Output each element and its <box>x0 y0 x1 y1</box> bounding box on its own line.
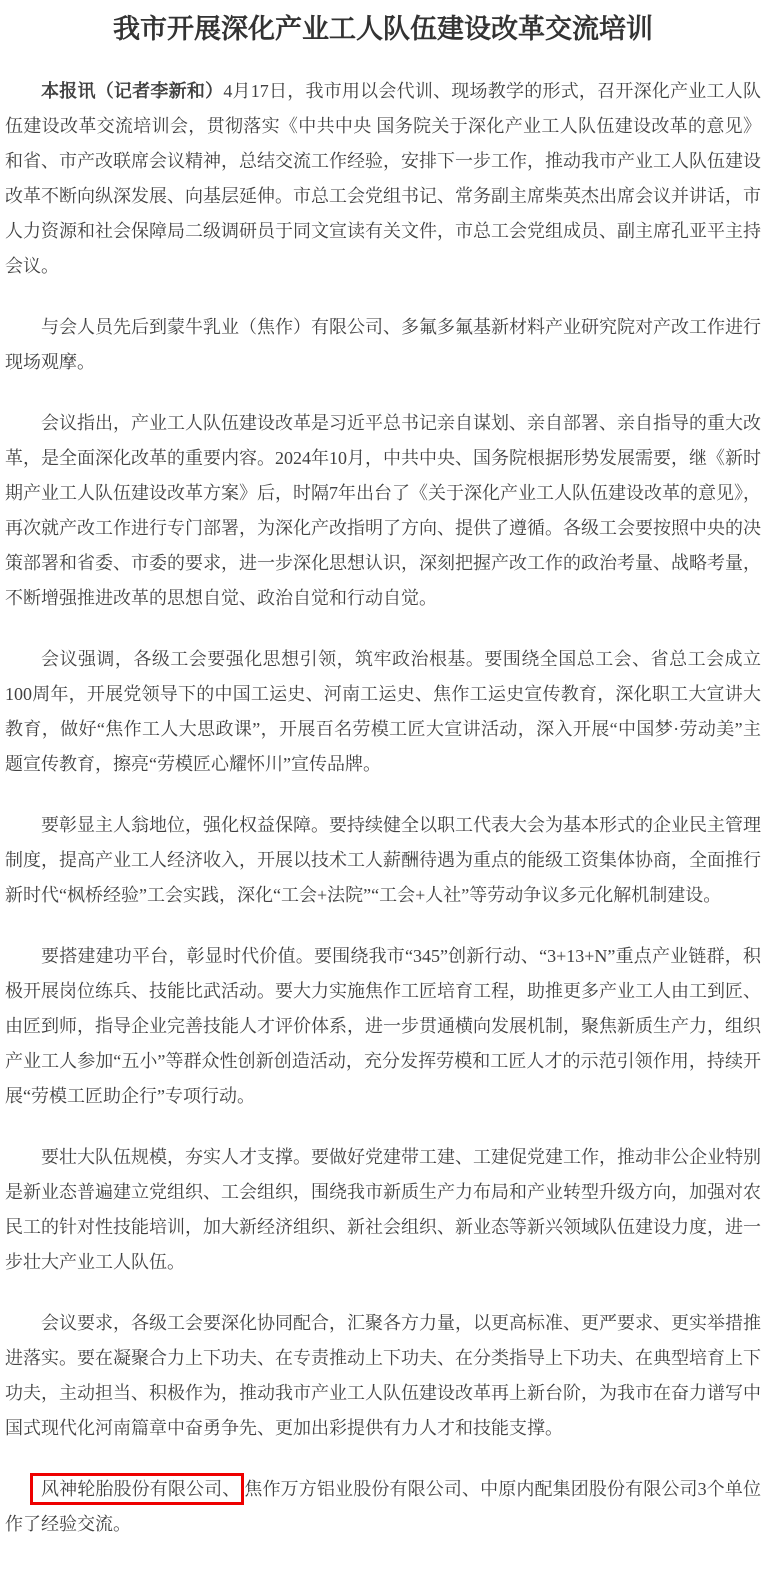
paragraph-text: 会议要求，各级工会要深化协同配合，汇聚各方力量，以更高标准、更严要求、更实举措推进落实。要在凝聚合力上下功夫、在专责推动上下功夫、在分类指导上下功夫、在典型培育上下功夫，主动担当、积极作为，推动我市产业工人队伍建设改革再上新台阶，为我市在奋力谱写中国式现代化河南篇章中奋勇争先、更加出彩提供有力人才和技能支撑。 <box>5 1313 761 1438</box>
paragraph-site-visit <box>5 310 761 380</box>
highlight-box-company-name: 风神轮胎股份有限公司、 <box>30 1473 244 1505</box>
byline-lead: 本报讯（记者李新和） <box>41 81 224 101</box>
paragraph-text: 会议强调，各级工会要强化思想引领，筑牢政治根基。要围绕全国总工会、省总工会成立100周年，开展党领导下的中国工运史、河南工运史、焦作工运史宣传教育，深化职工大宣讲大教育，做好“焦作工人大思政课”，开展百名劳模工匠大宣讲活动，深入开展“中国梦·劳动美”主题宣传教育，擦亮“劳模匠心耀怀川”宣传品牌。 <box>5 649 761 774</box>
paragraph-platform-building <box>5 939 761 1114</box>
paragraph-experience-exchange <box>5 1472 761 1542</box>
article-title: 我市开展深化产业工人队伍建设改革交流培训 <box>113 14 653 44</box>
paragraph-intro <box>5 74 761 284</box>
paragraph-meeting-pointed-out <box>5 406 761 616</box>
paragraph-meeting-emphasized <box>5 642 761 782</box>
paragraph-text: 要彰显主人翁地位，强化权益保障。要持续健全以职工代表大会为基本形式的企业民主管理制度，提高产业工人经济收入，开展以技术工人薪酬待遇为重点的能级工资集体协商，全面推行新时代“枫桥经验”工会实践，深化“工会+法院”“工会+人社”等劳动争议多元化解机制建设。 <box>5 815 761 905</box>
paragraph-text: 要搭建建功平台，彰显时代价值。要围绕我市“345”创新行动、“3+13+N”重点产业链群，积极开展岗位练兵、技能比武活动。要大力实施焦作工匠培育工程，助推更多产业工人由工到匠、由匠到师，指导企业完善技能人才评价体系，进一步贯通横向发展机制，聚焦新质生产力，组织产业工人参加“五小”等群众性创新创造活动，充分发挥劳模和工匠人才的示范引领作用，持续开展“劳模工匠助企行”专项行动。 <box>5 946 761 1106</box>
paragraph-text: 要壮大队伍规模，夯实人才支撑。要做好党建带工建、工建促党建工作，推动非公企业特别是新业态普遍建立党组织、工会组织，围绕我市新质生产力布局和产业转型升级方向，加强对农民工的针对性技能培训，加大新经济组织、新社会组织、新业态等新兴领域队伍建设力度，进一步壮大产业工人队伍。 <box>5 1147 761 1272</box>
article-body <box>5 74 761 1542</box>
paragraph-text: 会议指出，产业工人队伍建设改革是习近平总书记亲自谋划、亲自部署、亲自指导的重大改革，是全面深化改革的重要内容。2024年10月，中共中央、国务院根据形势发展需要，继《新时期产业工人队伍建设改革方案》后，时隔7年出台了《关于深化产业工人队伍建设改革的意见》，再次就产改工作进行专门部署，为深化产改指明了方向、提供了遵循。各级工会要按照中央的决策部署和省委、市委的要求，进一步深化思想认识，深刻把握产改工作的政治考量、战略考量，不断增强推进改革的思想自觉、政治自觉和行动自觉。 <box>5 413 761 608</box>
paragraph-meeting-requirements <box>5 1306 761 1446</box>
paragraph-team-expansion <box>5 1140 761 1280</box>
paragraph-rights-protection <box>5 808 761 913</box>
paragraph-text: 4月17日，我市用以会代训、现场教学的形式，召开深化产业工人队伍建设改革交流培训会，贯彻落实《中共中央 国务院关于深化产业工人队伍建设改革的意见》和省、市产改联席会议精神，总结交流工作经验，安排下一步工作，推动我市产业工人队伍建设改革不断向纵深发展、向基层延伸。市总工会党组书记、常务副主席柴英杰出席会议并讲话，市人力资源和社会保障局二级调研员于同文宣读有关文件，市总工会党组成员、副主席孔亚平主持会议。 <box>5 81 762 276</box>
paragraph-text: 与会人员先后到蒙牛乳业（焦作）有限公司、多氟多氟基新材料产业研究院对产改工作进行现场观摩。 <box>5 317 761 372</box>
paragraph-text: 焦作万方铝业股份有限公司、中原内配集团股份有限公司3个单位作了经验交流。 <box>5 1479 762 1534</box>
